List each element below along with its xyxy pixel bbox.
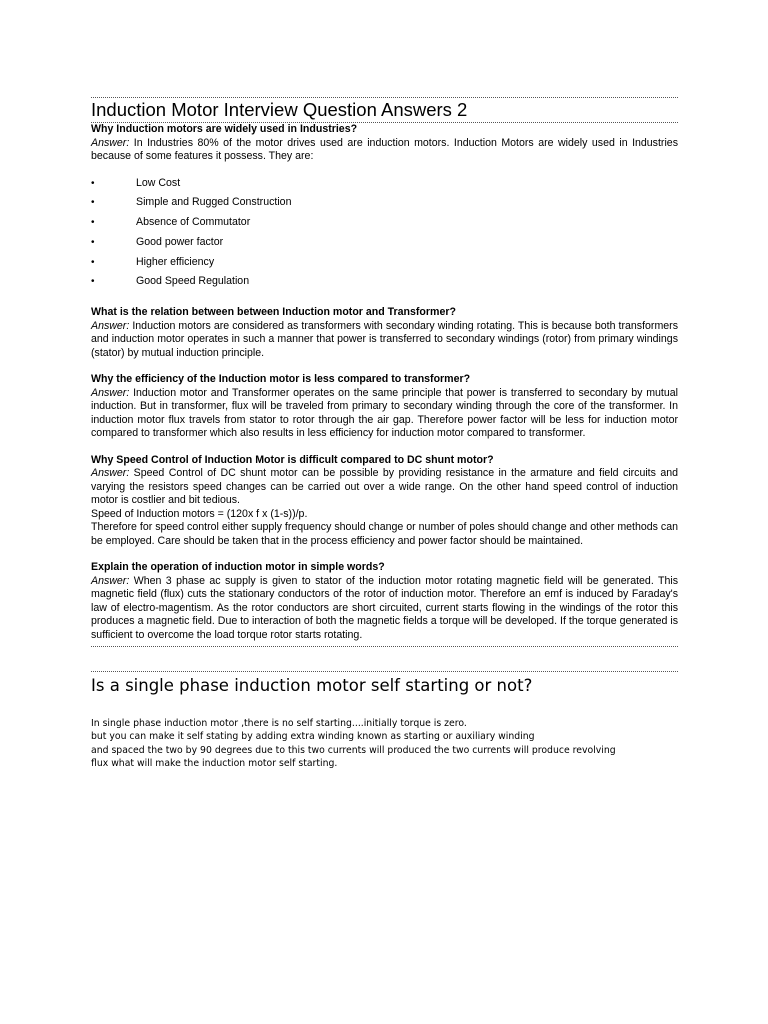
- list-item-label: Good power factor: [136, 235, 224, 248]
- answer-text: In Industries 80% of the motor drives used are induction motors. Induction Motors are widely used in Industries because of some features it possess. They are:: [91, 136, 678, 162]
- top-divider: [91, 97, 678, 98]
- qa-block: [91, 561, 678, 642]
- section2-title: Is a single phase induction motor self starting or not?: [91, 676, 533, 696]
- document-page: [91, 0, 678, 770]
- answer-label: Answer:: [91, 319, 130, 332]
- body-line: and spaced the two by 90 degrees due to this two currents will produced the two currents will produce revolving: [91, 744, 616, 756]
- section-end-divider: [91, 646, 678, 647]
- answer: [91, 387, 678, 441]
- answer: [91, 467, 678, 508]
- answer: [91, 575, 678, 643]
- list-item: [91, 272, 678, 292]
- answer-continued: Therefore for speed control either supply frequency should change or number of poles should change and other methods can be employed. Care should be taken that in the process efficiency and power factor should be maintained.: [91, 521, 678, 547]
- list-item: [91, 174, 678, 194]
- bullet-icon: •: [91, 177, 95, 189]
- answer-label: Answer:: [91, 574, 130, 587]
- answer: [91, 137, 678, 164]
- qa-block: [91, 306, 678, 360]
- bullet-icon: •: [91, 276, 95, 288]
- page-title: Induction Motor Interview Question Answers 2: [91, 99, 468, 120]
- list-item-label: Higher efficiency: [136, 255, 215, 268]
- qa-block: [91, 123, 678, 164]
- answer-text: Speed Control of DC shunt motor can be possible by providing resistance in the armature and field circuits and varying the resistors speed changes can be carried out over a wide range. On the other hand speed control of induction motor is costlier and bit tedious.: [91, 467, 678, 507]
- bullet-icon: •: [91, 217, 95, 229]
- list-item: [91, 193, 678, 213]
- answer-text: When 3 phase ac supply is given to stator of the induction motor rotating magnetic field will be generated. This magnetic field (flux) cuts the stationary conductors of the rotor of induction motor. Therefore an emf is induced by Faraday's law of electro-magentism. As the rotor conductors are short circuited, current starts flowing in the windings of the rotor this produces a magnetic field. Due to interaction of both the magnetic fields a torque will be developed. If the torque generated is sufficient to overcome the load torque rotor starts rotating.: [91, 574, 678, 641]
- list-item-label: Simple and Rugged Construction: [136, 196, 292, 209]
- section2-body: [91, 717, 678, 770]
- question: Why Induction motors are widely used in Industries?: [91, 123, 358, 135]
- formula: Speed of Induction motors = (120x f x (1-s))/p.: [91, 507, 308, 520]
- body-line: flux what will make the induction motor self starting.: [91, 757, 338, 769]
- qa-block: [91, 454, 678, 549]
- question: What is the relation between between Induction motor and Transformer?: [91, 306, 456, 319]
- feature-list: [91, 174, 678, 293]
- bullet-icon: •: [91, 256, 95, 268]
- question: Why the efficiency of the Induction motor is less compared to transformer?: [91, 373, 471, 386]
- answer-text: Induction motors are considered as transformers with secondary winding rotating. This is because both transformers and induction motor operates in such a manner that power is transferred to secondary windings (rotor) from primary windings (stator) by mutual induction principle.: [91, 319, 678, 359]
- section2-top-divider: [91, 671, 678, 672]
- answer: [91, 320, 678, 361]
- list-item-label: Absence of Commutator: [136, 216, 251, 229]
- list-item-label: Good Speed Regulation: [136, 275, 250, 288]
- list-item: [91, 253, 678, 273]
- question: Why Speed Control of Induction Motor is difficult compared to DC shunt motor?: [91, 453, 494, 466]
- bullet-icon: •: [91, 197, 95, 209]
- list-item: [91, 233, 678, 253]
- bullet-icon: •: [91, 236, 95, 248]
- answer-label: Answer:: [91, 467, 130, 480]
- answer-label: Answer:: [91, 136, 130, 149]
- list-item-label: Low Cost: [136, 176, 181, 189]
- question: Explain the operation of induction motor in simple words?: [91, 561, 385, 574]
- answer-text: Induction motor and Transformer operates on the same principle that power is transferred to secondary by mutual induction. But in transformer, flux will be traveled from primary to secondary winding through the core of the transformer. In induction motor flux travels from stator to rotor through the air gap. Therefore power factor will be less for induction motor compared to transformer which also results in less efficiency for induction motor compared to transformer.: [91, 386, 678, 440]
- qa-block: [91, 373, 678, 441]
- list-item: [91, 213, 678, 233]
- body-line: In single phase induction motor ,there is no self starting....initially torque is zero.: [91, 718, 467, 730]
- body-line: but you can make it self stating by adding extra winding known as starting or auxiliary winding: [91, 731, 535, 743]
- answer-label: Answer:: [91, 386, 130, 399]
